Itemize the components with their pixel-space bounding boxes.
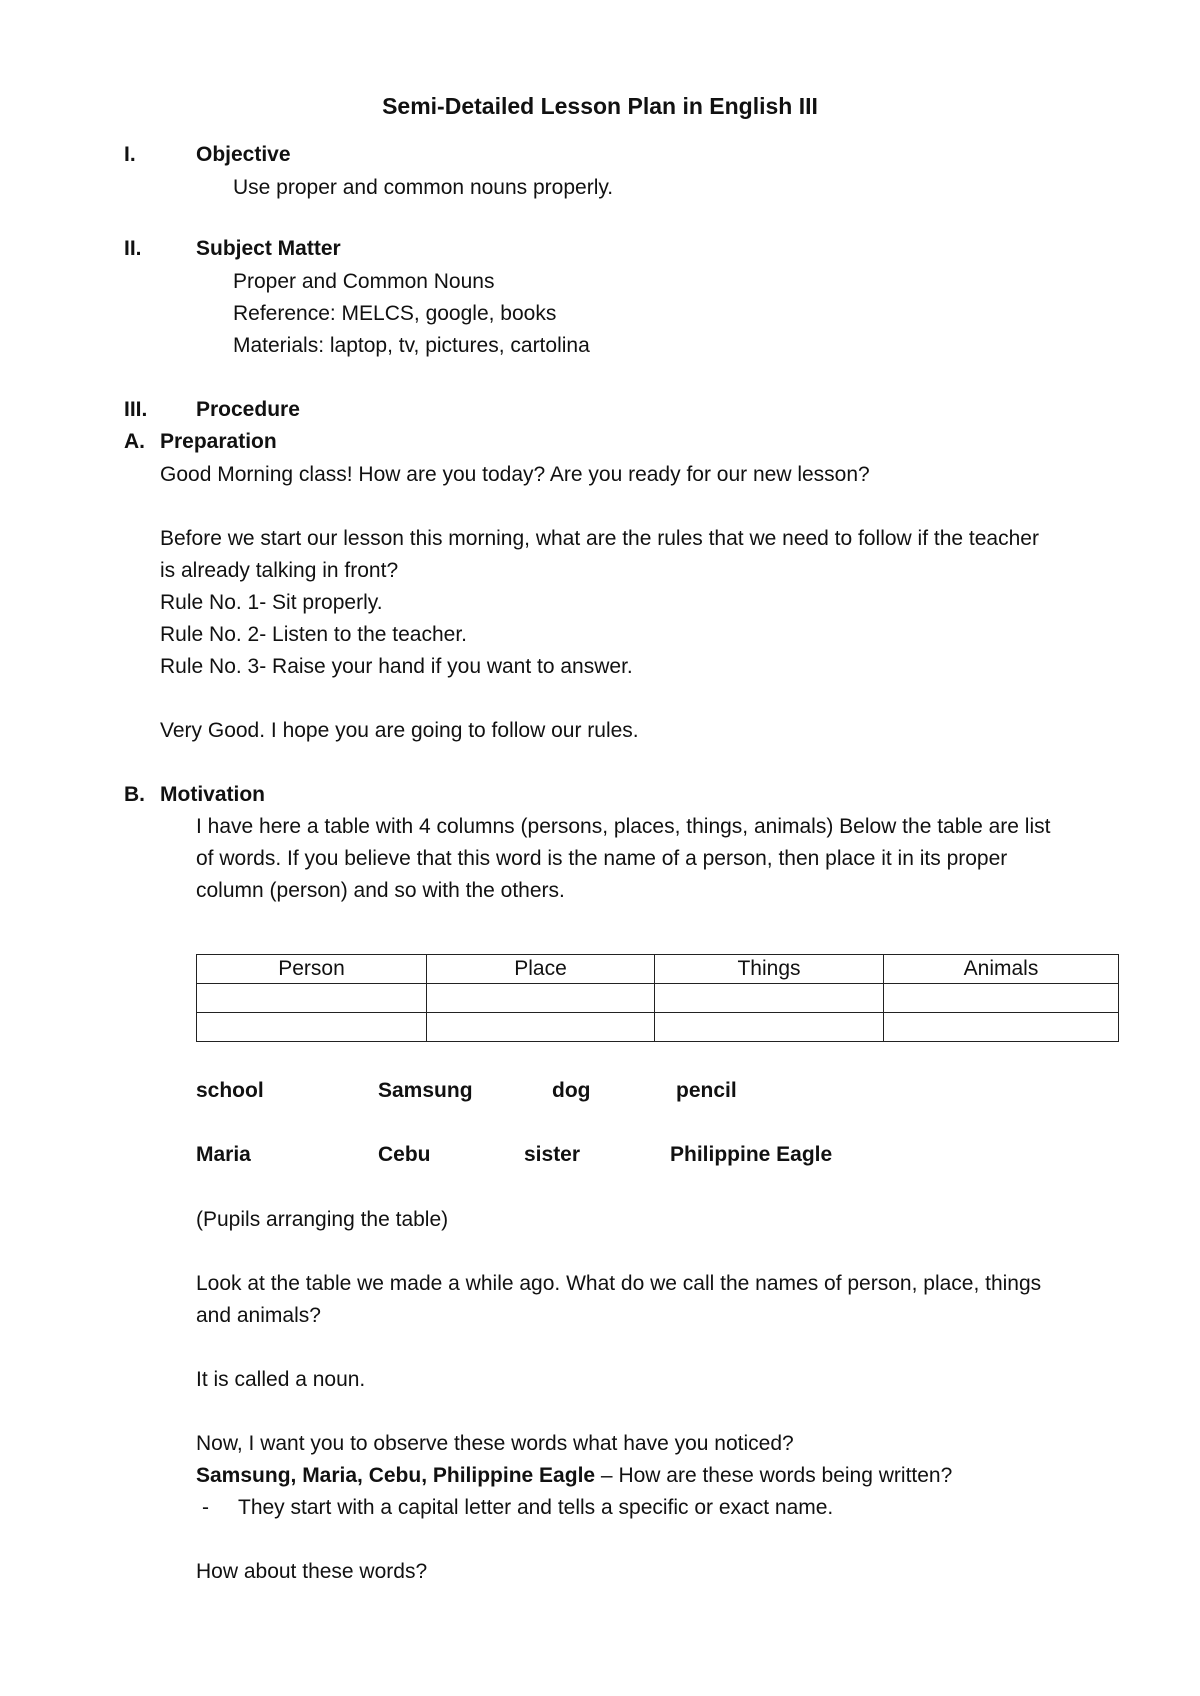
- motivation-question: and animals?: [196, 1304, 321, 1327]
- bullet-text: They start with a capital letter and tells a specific or exact name.: [238, 1496, 834, 1519]
- motivation-intro: of words. If you believe that this word is the name of a person, then place it in its proper: [196, 847, 1008, 870]
- preparation-rule: Rule No. 1- Sit properly.: [160, 591, 383, 614]
- table-row: [197, 984, 1119, 1013]
- motivation-answer: It is called a noun.: [196, 1368, 366, 1391]
- table-cell: [197, 1013, 427, 1042]
- page-title: Semi-Detailed Lesson Plan in English III: [382, 93, 818, 119]
- word-item: dog: [552, 1079, 591, 1102]
- table-cell: [655, 984, 884, 1013]
- observe-prompt: Now, I want you to observe these words what have you noticed?: [196, 1432, 794, 1455]
- subject-matter-line: Proper and Common Nouns: [233, 270, 495, 293]
- objective-text: Use proper and common nouns properly.: [233, 176, 614, 199]
- word-item: Cebu: [378, 1143, 431, 1166]
- word-item: pencil: [676, 1079, 737, 1102]
- table-cell: [884, 984, 1119, 1013]
- motivation-intro: column (person) and so with the others.: [196, 879, 565, 902]
- proper-nouns-line: [196, 1464, 952, 1488]
- preparation-greeting: Good Morning class! How are you today? Are you ready for our new lesson?: [160, 463, 870, 486]
- table-header-animals: Animals: [884, 955, 1119, 984]
- motivation-intro: I have here a table with 4 columns (persons, places, things, animals) Below the table are list: [196, 815, 1051, 838]
- bullet-dash: -: [202, 1496, 209, 1519]
- section-heading-procedure: Procedure: [196, 398, 300, 421]
- subject-matter-line: Reference: MELCS, google, books: [233, 302, 557, 325]
- preparation-rule: Rule No. 3- Raise your hand if you want to answer.: [160, 655, 633, 678]
- section-number-subject-matter: II.: [124, 237, 142, 260]
- table-row: [197, 1013, 1119, 1042]
- word-item: Maria: [196, 1143, 251, 1166]
- subsection-heading-preparation: Preparation: [160, 430, 277, 453]
- section-heading-objective: Objective: [196, 143, 291, 166]
- table-cell: [197, 984, 427, 1013]
- preparation-closing: Very Good. I hope you are going to follow our rules.: [160, 719, 639, 742]
- noun-sorting-table: [196, 954, 1119, 1042]
- table-cell: [427, 1013, 655, 1042]
- subject-matter-line: Materials: laptop, tv, pictures, cartolina: [233, 334, 590, 357]
- word-item: Philippine Eagle: [670, 1143, 833, 1166]
- section-number-procedure: III.: [124, 398, 148, 421]
- proper-nouns-list: Samsung, Maria, Cebu, Philippine Eagle: [196, 1464, 596, 1487]
- table-cell: [655, 1013, 884, 1042]
- motivation-question: Look at the table we made a while ago. What do we call the names of person, place, things: [196, 1272, 1042, 1295]
- table-header-place: Place: [427, 955, 655, 984]
- pupils-note: (Pupils arranging the table): [196, 1208, 449, 1231]
- table-cell: [884, 1013, 1119, 1042]
- table-header-row: [197, 955, 1119, 984]
- table-header-person: Person: [197, 955, 427, 984]
- preparation-rules-intro: is already talking in front?: [160, 559, 399, 582]
- table-header-things: Things: [655, 955, 884, 984]
- how-about-prompt: How about these words?: [196, 1560, 428, 1583]
- word-item: Samsung: [378, 1079, 473, 1102]
- subsection-letter-motivation: B.: [124, 783, 145, 806]
- preparation-rule: Rule No. 2- Listen to the teacher.: [160, 623, 468, 646]
- preparation-rules-intro: Before we start our lesson this morning, what are the rules that we need to follow if the teacher: [160, 527, 1039, 550]
- subsection-heading-motivation: Motivation: [160, 783, 265, 806]
- word-item: sister: [524, 1143, 581, 1166]
- table-cell: [427, 984, 655, 1013]
- word-item: school: [196, 1079, 264, 1102]
- section-number-objective: I.: [124, 143, 136, 166]
- proper-nouns-question: – How are these words being written?: [595, 1464, 953, 1487]
- section-heading-subject-matter: Subject Matter: [196, 237, 341, 260]
- subsection-letter-preparation: A.: [124, 430, 145, 453]
